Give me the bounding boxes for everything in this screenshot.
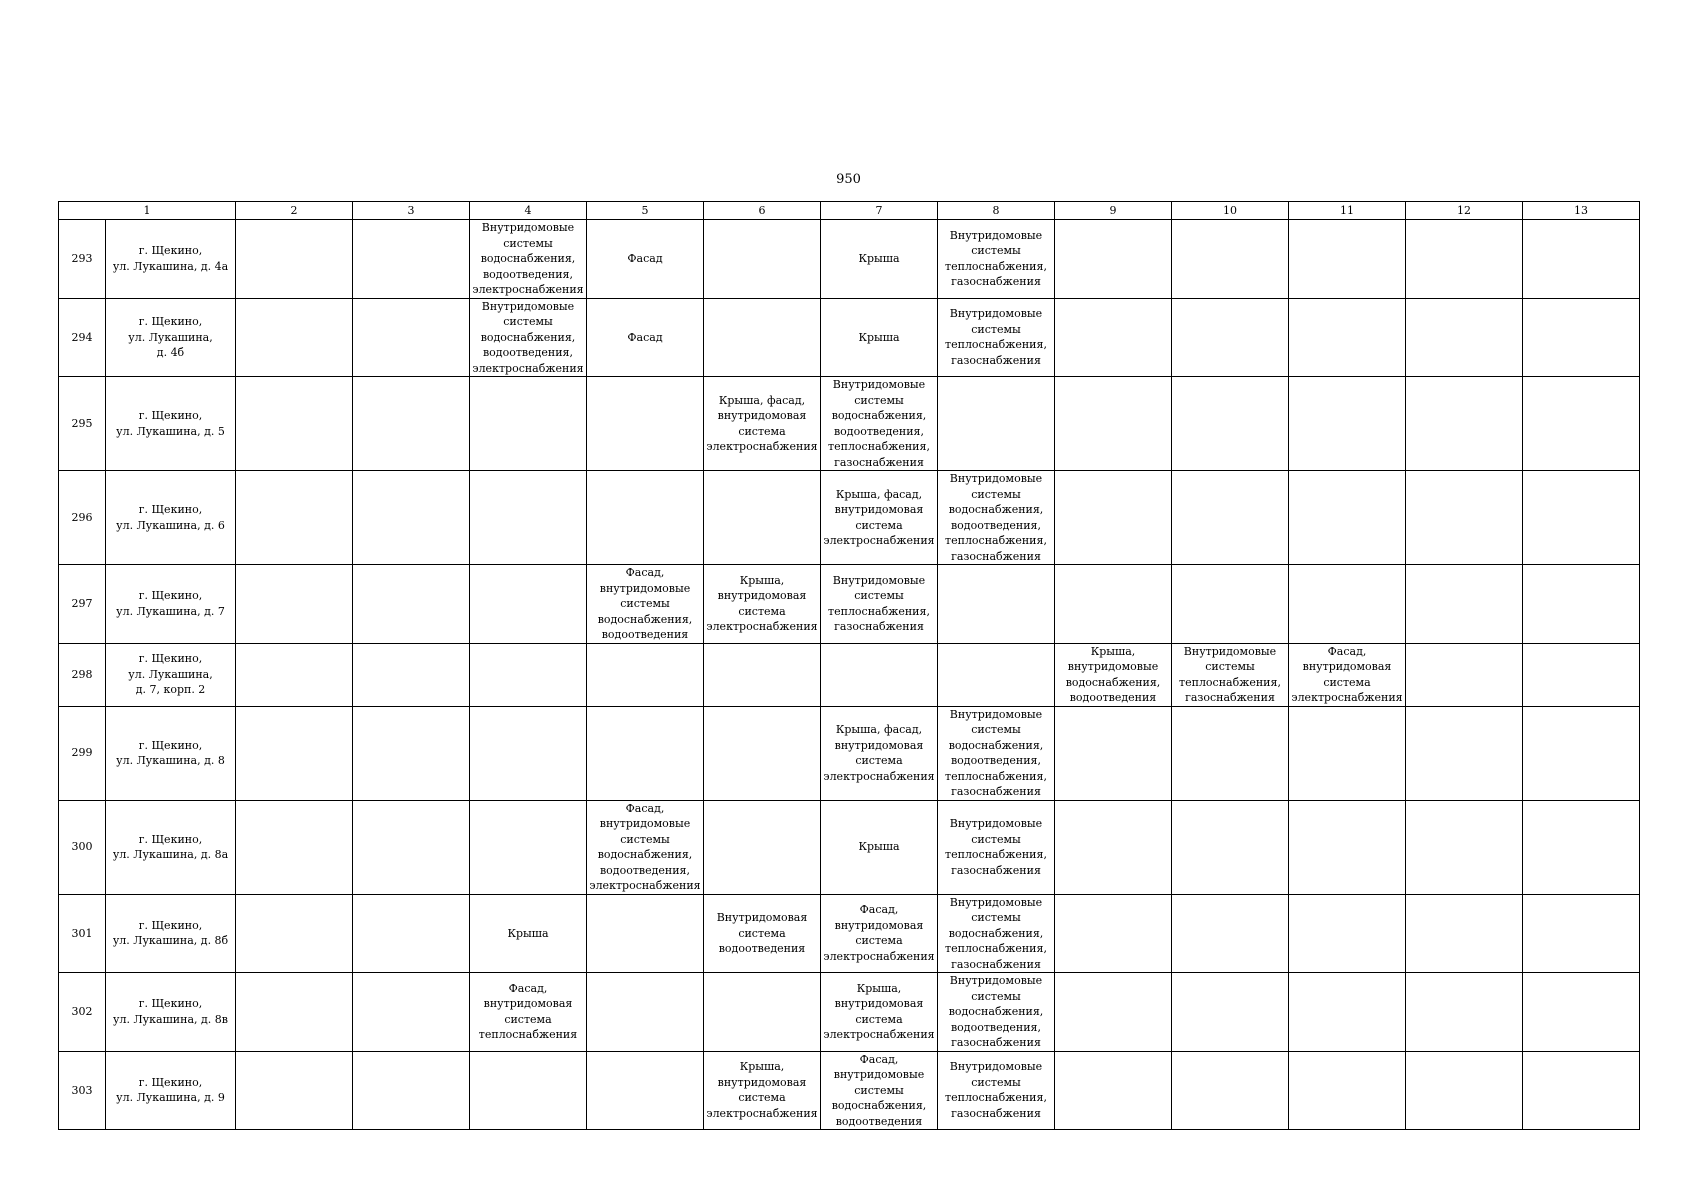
work-cell-col-11 [1289,377,1406,471]
work-cell-col-7: Фасад, внутридомовая система электроснабжения [821,894,938,973]
address-cell: г. Щекино, ул. Лукашина, д. 4а [106,220,236,299]
work-cell-col-2 [236,643,353,706]
work-cell-col-10: Внутридомовые системы теплоснабжения, газоснабжения [1172,643,1289,706]
work-cell-col-8: Внутридомовые системы теплоснабжения, газоснабжения [938,220,1055,299]
work-cell-col-4 [470,565,587,644]
row-number: 299 [59,706,106,800]
work-cell-col-3 [353,471,470,565]
work-cell-col-10 [1172,894,1289,973]
work-cell-col-11 [1289,973,1406,1052]
work-cell-col-11 [1289,1051,1406,1130]
work-cell-col-2 [236,471,353,565]
work-cell-col-7: Крыша [821,800,938,894]
work-cell-col-13 [1523,973,1640,1052]
work-cell-col-9 [1055,800,1172,894]
work-cell-col-3 [353,973,470,1052]
work-cell-col-9 [1055,973,1172,1052]
work-cell-col-3 [353,1051,470,1130]
header-row [59,202,1640,220]
work-cell-col-6 [704,220,821,299]
address-cell: г. Щекино, ул. Лукашина, д. 8б [106,894,236,973]
row-number: 301 [59,894,106,973]
work-cell-col-12 [1406,643,1523,706]
work-cell-col-5 [587,706,704,800]
work-cell-col-9 [1055,377,1172,471]
address-cell: г. Щекино, ул. Лукашина, д. 6 [106,471,236,565]
work-cell-col-6: Крыша, внутридомовая система электроснабжения [704,1051,821,1130]
work-cell-col-11 [1289,220,1406,299]
work-cell-col-5 [587,643,704,706]
work-cell-col-3 [353,298,470,377]
work-cell-col-8: Внутридомовые системы водоснабжения, водоотведения, теплоснабжения, газоснабжения [938,471,1055,565]
work-cell-col-10 [1172,220,1289,299]
work-cell-col-4: Внутридомовые системы водоснабжения, водоотведения, электроснабжения [470,298,587,377]
work-cell-col-2 [236,973,353,1052]
work-cell-col-8: Внутридомовые системы теплоснабжения, газоснабжения [938,800,1055,894]
work-cell-col-13 [1523,706,1640,800]
table-row [59,973,1640,1052]
work-cell-col-13 [1523,800,1640,894]
work-cell-col-12 [1406,1051,1523,1130]
column-header: 1 [59,202,236,220]
work-cell-col-11: Фасад, внутридомовая система электроснабжения [1289,643,1406,706]
work-cell-col-7: Крыша, фасад, внутридомовая система электроснабжения [821,706,938,800]
work-cell-col-9 [1055,298,1172,377]
column-header: 10 [1172,202,1289,220]
table-row [59,471,1640,565]
work-cell-col-12 [1406,894,1523,973]
row-number: 300 [59,800,106,894]
work-cell-col-2 [236,565,353,644]
work-cell-col-9 [1055,565,1172,644]
work-cell-col-10 [1172,298,1289,377]
work-cell-col-8: Внутридомовые системы водоснабжения, теплоснабжения, газоснабжения [938,894,1055,973]
work-cell-col-12 [1406,565,1523,644]
work-cell-col-2 [236,894,353,973]
work-cell-col-3 [353,706,470,800]
work-cell-col-7: Крыша, внутридомовая система электроснабжения [821,973,938,1052]
address-cell: г. Щекино, ул. Лукашина, д. 9 [106,1051,236,1130]
work-cell-col-5 [587,471,704,565]
work-cell-col-6 [704,298,821,377]
work-cell-col-11 [1289,298,1406,377]
work-cell-col-10 [1172,973,1289,1052]
row-number: 296 [59,471,106,565]
work-cell-col-10 [1172,1051,1289,1130]
work-cell-col-2 [236,220,353,299]
work-cell-col-13 [1523,298,1640,377]
work-cell-col-6: Крыша, фасад, внутридомовая система электроснабжения [704,377,821,471]
work-cell-col-4: Внутридомовые системы водоснабжения, водоотведения, электроснабжения [470,220,587,299]
work-cell-col-3 [353,565,470,644]
work-cell-col-9 [1055,894,1172,973]
work-cell-col-6 [704,973,821,1052]
address-cell: г. Щекино, ул. Лукашина, д. 4б [106,298,236,377]
table-body [59,220,1640,1130]
work-cell-col-10 [1172,565,1289,644]
work-cell-col-5: Фасад [587,220,704,299]
work-cell-col-12 [1406,706,1523,800]
work-cell-col-2 [236,800,353,894]
work-cell-col-11 [1289,894,1406,973]
work-cell-col-9 [1055,220,1172,299]
work-cell-col-4 [470,800,587,894]
work-cell-col-4: Крыша [470,894,587,973]
work-cell-col-3 [353,800,470,894]
work-cell-col-10 [1172,706,1289,800]
work-cell-col-5: Фасад, внутридомовые системы водоснабжения, водоотведения [587,565,704,644]
work-cell-col-9 [1055,1051,1172,1130]
work-cell-col-3 [353,643,470,706]
work-cell-col-2 [236,706,353,800]
address-cell: г. Щекино, ул. Лукашина, д. 7 [106,565,236,644]
work-cell-col-6 [704,643,821,706]
row-number: 294 [59,298,106,377]
work-cell-col-12 [1406,973,1523,1052]
row-number: 295 [59,377,106,471]
work-cell-col-7: Внутридомовые системы теплоснабжения, газоснабжения [821,565,938,644]
address-cell: г. Щекино, ул. Лукашина, д. 5 [106,377,236,471]
work-cell-col-8: Внутридомовые системы теплоснабжения, газоснабжения [938,1051,1055,1130]
work-cell-col-4 [470,643,587,706]
work-cell-col-11 [1289,800,1406,894]
work-cell-col-6: Крыша, внутридомовая система электроснабжения [704,565,821,644]
work-cell-col-3 [353,894,470,973]
table-row [59,800,1640,894]
work-cell-col-10 [1172,471,1289,565]
work-cell-col-7: Крыша [821,298,938,377]
work-cell-col-8: Внутридомовые системы теплоснабжения, газоснабжения [938,298,1055,377]
work-cell-col-2 [236,377,353,471]
work-cell-col-5: Фасад [587,298,704,377]
page-number: 950 [836,172,861,187]
address-cell: г. Щекино, ул. Лукашина, д. 7, корп. 2 [106,643,236,706]
row-number: 303 [59,1051,106,1130]
column-header: 13 [1523,202,1640,220]
work-cell-col-10 [1172,377,1289,471]
work-cell-col-6 [704,471,821,565]
column-header: 2 [236,202,353,220]
work-cell-col-13 [1523,643,1640,706]
work-cell-col-11 [1289,706,1406,800]
work-cell-col-5 [587,894,704,973]
work-cell-col-13 [1523,894,1640,973]
work-cell-col-8 [938,565,1055,644]
work-cell-col-12 [1406,471,1523,565]
row-number: 302 [59,973,106,1052]
work-cell-col-7: Крыша [821,220,938,299]
work-cell-col-9 [1055,706,1172,800]
address-cell: г. Щекино, ул. Лукашина, д. 8в [106,973,236,1052]
work-cell-col-9 [1055,471,1172,565]
table-row [59,377,1640,471]
work-cell-col-13 [1523,471,1640,565]
work-cell-col-7: Крыша, фасад, внутридомовая система электроснабжения [821,471,938,565]
work-cell-col-3 [353,220,470,299]
work-cell-col-7: Фасад, внутридомовые системы водоснабжения, водоотведения [821,1051,938,1130]
work-cell-col-8 [938,377,1055,471]
work-cell-col-4 [470,377,587,471]
work-cell-col-12 [1406,800,1523,894]
table-row [59,298,1640,377]
address-cell: г. Щекино, ул. Лукашина, д. 8 [106,706,236,800]
work-cell-col-13 [1523,1051,1640,1130]
work-cell-col-6 [704,706,821,800]
work-cell-col-8: Внутридомовые системы водоснабжения, водоотведения, газоснабжения [938,973,1055,1052]
work-cell-col-4 [470,1051,587,1130]
work-cell-col-10 [1172,800,1289,894]
work-cell-col-8 [938,643,1055,706]
work-cell-col-13 [1523,565,1640,644]
work-cell-col-2 [236,298,353,377]
column-header: 11 [1289,202,1406,220]
work-cell-col-5 [587,1051,704,1130]
work-cell-col-6: Внутридомовая система водоотведения [704,894,821,973]
work-cell-col-4 [470,471,587,565]
table-row [59,220,1640,299]
work-cell-col-7: Внутридомовые системы водоснабжения, водоотведения, теплоснабжения, газоснабжения [821,377,938,471]
column-header: 4 [470,202,587,220]
table-row [59,894,1640,973]
table-row [59,706,1640,800]
work-cell-col-12 [1406,220,1523,299]
column-header: 5 [587,202,704,220]
work-cell-col-5 [587,377,704,471]
table-row [59,643,1640,706]
column-header: 3 [353,202,470,220]
work-cell-col-13 [1523,377,1640,471]
work-schedule-table [58,201,1640,1130]
work-cell-col-9: Крыша, внутридомовые водоснабжения, водоотведения [1055,643,1172,706]
work-cell-col-5 [587,973,704,1052]
work-cell-col-11 [1289,565,1406,644]
row-number: 293 [59,220,106,299]
work-cell-col-5: Фасад, внутридомовые системы водоснабжения, водоотведения, электроснабжения [587,800,704,894]
column-header: 6 [704,202,821,220]
work-cell-col-7 [821,643,938,706]
work-cell-col-12 [1406,298,1523,377]
work-cell-col-13 [1523,220,1640,299]
table-row [59,1051,1640,1130]
column-header: 7 [821,202,938,220]
row-number: 297 [59,565,106,644]
work-cell-col-4: Фасад, внутридомовая система теплоснабжения [470,973,587,1052]
work-cell-col-8: Внутридомовые системы водоснабжения, водоотведения, теплоснабжения, газоснабжения [938,706,1055,800]
work-cell-col-6 [704,800,821,894]
row-number: 298 [59,643,106,706]
address-cell: г. Щекино, ул. Лукашина, д. 8а [106,800,236,894]
column-header: 8 [938,202,1055,220]
work-cell-col-11 [1289,471,1406,565]
column-header: 12 [1406,202,1523,220]
work-cell-col-2 [236,1051,353,1130]
work-cell-col-12 [1406,377,1523,471]
work-cell-col-4 [470,706,587,800]
work-cell-col-3 [353,377,470,471]
table-row [59,565,1640,644]
column-header: 9 [1055,202,1172,220]
